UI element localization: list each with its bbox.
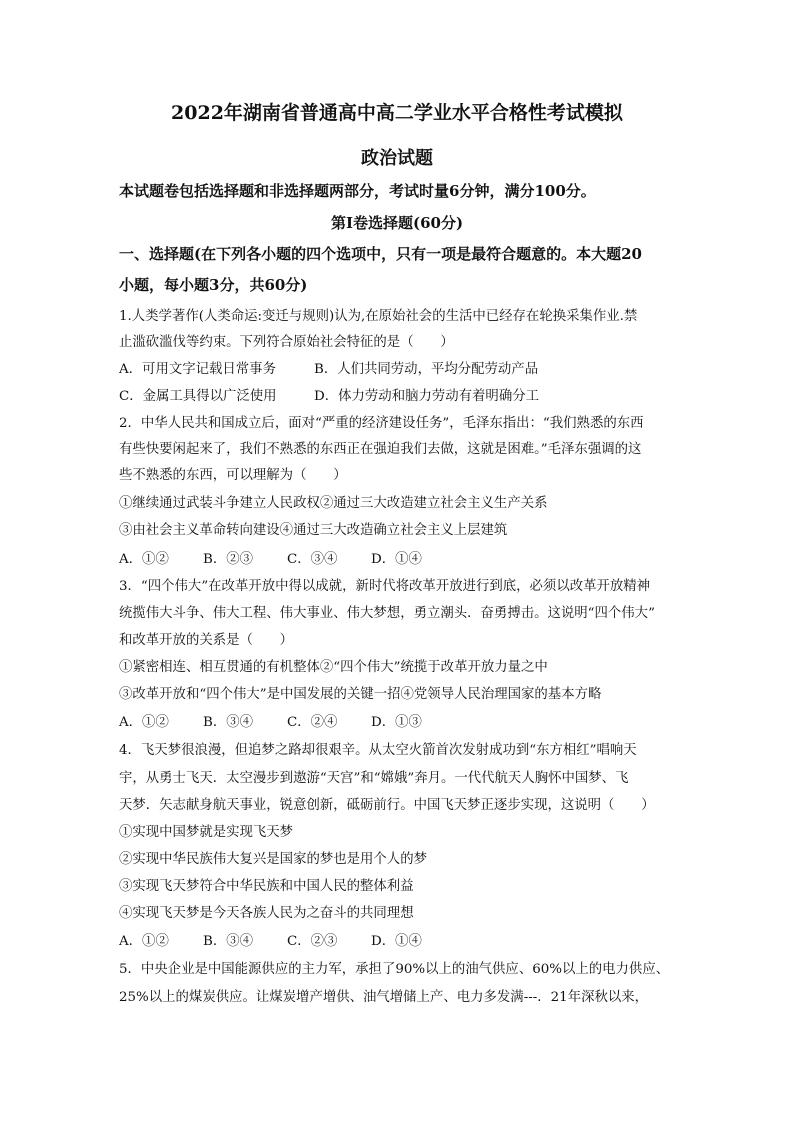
question-3-item: ①紧密相连、相互贯通的有机整体②“四个伟大”统揽于改革开放力量之中 xyxy=(119,660,548,675)
question-2-stem-line: 有些快要闲起来了，我们不熟悉的东西正在强迫我们去做，这就是困难。”毛泽东强调的这 xyxy=(119,442,642,457)
question-1-option: B．人们共同劳动，平均分配劳动产品 xyxy=(314,362,539,377)
question-3-choice-c: C．②④ xyxy=(287,715,338,730)
question-3-choice-a: A．①② xyxy=(119,715,169,730)
question-5-stem-line: 5．中央企业是中国能源供应的主力军，承担了90%以上的油气供应、60%以上的电力供应、 xyxy=(119,962,670,977)
question-3-choice-b: B．③④ xyxy=(203,715,254,730)
question-1-stem-line: 1.人类学著作(人类命运:变迁与规则)认为,在原始社会的生活中已经存在轮换采集作业.禁 xyxy=(119,309,638,324)
part-heading-line-1: 一、选择题(在下列各小题的四个选项中，只有一项是最符合题意的。本大题20 xyxy=(119,245,642,263)
question-4-stem-line: 宇，从勇士飞天．太空漫步到遨游“天宫”和“嫦娥”奔月。一代代航天人胸怀中国梦、飞 xyxy=(119,771,629,786)
question-3-stem-line: 和改革开放的关系是（ ） xyxy=(119,633,294,648)
question-5-stem-line: 25%以上的煤炭供应。让煤炭增产增供、油气增储上产、电力多发满---．21年深秋以来， xyxy=(119,990,649,1005)
question-4-stem-line: 天梦．矢志献身航天事业，锐意创新，砥砺前行。中国飞天梦正逐步实现，这说明（ ） xyxy=(119,798,655,813)
question-2-stem-line: 2．中华人民共和国成立后，面对“严重的经济建设任务”，毛泽东指出：“我们熟悉的东西 xyxy=(119,416,644,431)
question-1-option: C．金属工具得以广泛使用 xyxy=(119,389,277,404)
question-2-item: ①继续通过武装斗争建立人民政权②通过三大改造建立社会主义生产关系 xyxy=(119,496,548,511)
question-4-choice-b: B．③④ xyxy=(203,934,254,949)
question-4-choice-a: A．①② xyxy=(119,934,169,949)
exam-title: 2022年湖南省普通高中高二学业水平合格性考试模拟 xyxy=(171,102,623,124)
question-3-stem-line: 统揽伟大斗争、伟大工程、伟大事业、伟大梦想，勇立潮头．奋勇搏击。这说明“四个伟大” xyxy=(119,606,655,621)
question-2-stem-line: 些不熟悉的东西，可以理解为（ ） xyxy=(119,468,347,483)
question-3-item: ③改革开放和“四个伟大”是中国发展的关键一招④党领导人民治理国家的基本方略 xyxy=(119,687,602,702)
question-1-option: A．可用文字记载日常事务 xyxy=(119,362,276,377)
exam-subtitle: 政治试题 xyxy=(361,148,433,169)
question-2-choice-b: B．②③ xyxy=(203,552,254,567)
question-1-option: D．体力劳动和脑力劳动有着明确分工 xyxy=(314,389,539,404)
question-4-choice-d: D．①④ xyxy=(371,934,422,949)
question-4-item: ②实现中华民族伟大复兴是国家的梦也是用个人的梦 xyxy=(119,852,427,867)
question-2-choice-c: C．③④ xyxy=(287,552,338,567)
question-1-stem-line: 止滥砍滥伐等约束。下列符合原始社会特征的是（ ） xyxy=(119,335,454,350)
question-4-choice-c: C．②③ xyxy=(287,934,338,949)
section-title: 第I卷选择题(60分) xyxy=(330,214,464,232)
question-4-item: ④实现飞天梦是今天各族人民为之奋斗的共同理想 xyxy=(119,906,414,921)
exam-intro: 本试题卷包括选择题和非选择题两部分，考试时量6分钟，满分100分。 xyxy=(119,182,596,200)
question-4-stem-line: 4．飞天梦很浪漫，但追梦之路却很艰辛。从太空火箭首次发射成功到“东方相红”唱响天 xyxy=(119,743,637,758)
question-4-item: ①实现中国梦就是实现飞天梦 xyxy=(119,825,294,840)
question-3-choice-d: D．①③ xyxy=(371,715,422,730)
question-2-choice-d: D．①④ xyxy=(371,552,422,567)
question-3-stem-line: 3．“四个伟大”在改革开放中得以成就，新时代将改革开放进行到底，必须以改革开放精神 xyxy=(119,579,651,594)
question-2-item: ③由社会主义革命转向建设④通过三大改造确立社会主义上层建筑 xyxy=(119,523,508,538)
question-2-choice-a: A．①② xyxy=(119,552,169,567)
part-heading-line-2: 小题，每小题3分，共60分) xyxy=(119,276,308,294)
question-4-item: ③实现飞天梦符合中华民族和中国人民的整体利益 xyxy=(119,879,414,894)
